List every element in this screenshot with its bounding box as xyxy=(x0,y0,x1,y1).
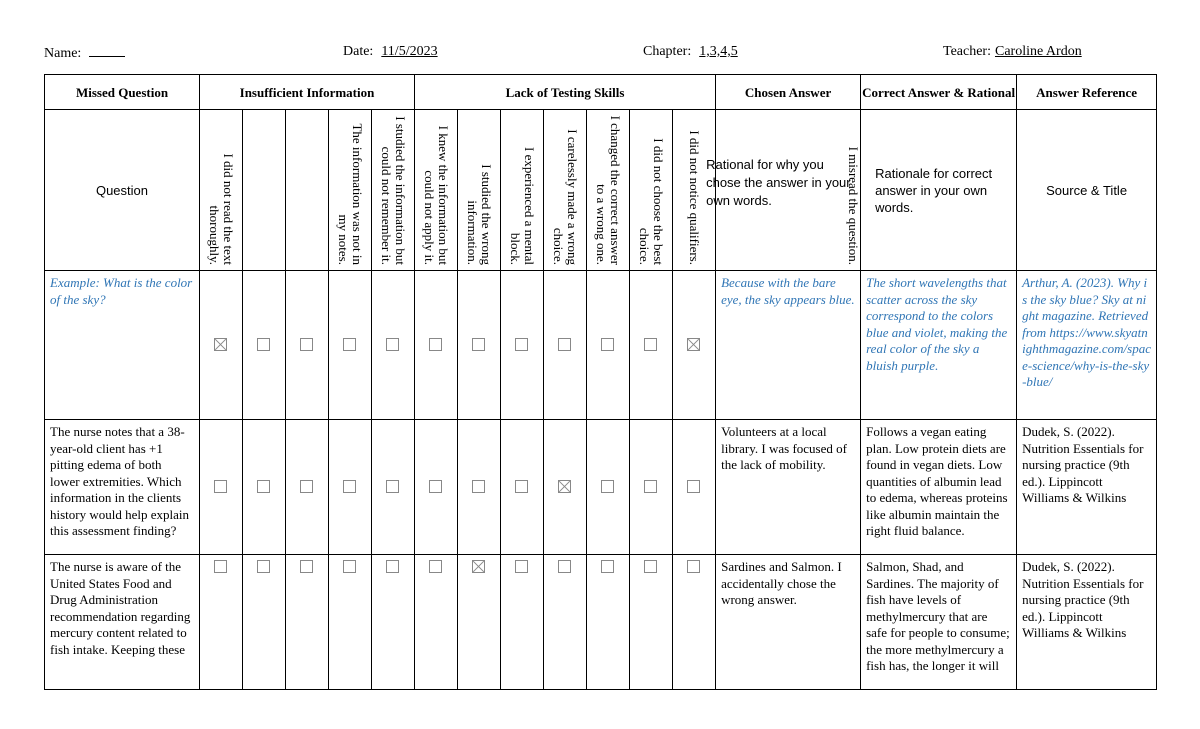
checkbox[interactable] xyxy=(343,338,356,351)
reason-label: I did not read the text thoroughly. xyxy=(207,153,236,265)
reason-label: I studied the information but could not remember it. xyxy=(379,116,408,265)
checkbox[interactable] xyxy=(214,480,227,493)
reason-cell xyxy=(458,110,501,271)
missed-question-header: Missed Question xyxy=(45,75,200,110)
chosen-answer-cell: Because with the bare eye, the sky appears blue. xyxy=(716,271,861,420)
chosen-answer-cell: Sardines and Salmon. I accidentally chose the wrong answer. xyxy=(716,555,861,690)
lack-of-testing-skills-header: Lack of Testing Skills xyxy=(415,75,716,110)
reason-cell xyxy=(501,110,544,271)
date-label: Date: xyxy=(343,44,374,59)
reason-label: I did not choose the best choice. xyxy=(637,138,666,265)
question-cell xyxy=(45,555,200,690)
checkbox[interactable] xyxy=(472,480,485,493)
correct-answer-cell: The short wavelengths that scatter across the sky correspond to the colors blue and violet, making the real color of the sky a bluish purple. xyxy=(861,271,1017,420)
checkbox[interactable] xyxy=(644,480,657,493)
name-blank[interactable] xyxy=(89,44,125,57)
chosen-answer-header: Chosen Answer xyxy=(716,75,861,110)
table-row xyxy=(45,420,1157,555)
checkbox[interactable] xyxy=(257,480,270,493)
correct-answer-hint: Rationale for correct answer in your own words. xyxy=(861,110,1017,271)
checkbox[interactable] xyxy=(429,338,442,351)
checkbox[interactable] xyxy=(257,338,270,351)
reason-label: The information was not in my notes. xyxy=(336,123,365,265)
checkbox[interactable] xyxy=(515,338,528,351)
checkbox[interactable] xyxy=(687,480,700,493)
reason-label: I carelessly made a wrong choice. xyxy=(551,129,580,265)
teacher-value: Caroline Ardon xyxy=(994,44,1082,59)
checkbox[interactable] xyxy=(214,560,227,573)
correct-answer-text: Salmon, Shad, and Sardines. The majority of fish have levels of methylmercury that are safe for people to consume; the more methylmercury a fish has, the longer it will xyxy=(866,559,1010,673)
chosen-hint-cell xyxy=(706,110,861,271)
name-field xyxy=(44,44,125,62)
checkbox[interactable] xyxy=(644,338,657,351)
checkbox[interactable] xyxy=(386,338,399,351)
reference-cell: Dudek, S. (2022). Nutrition Essentials for nursing practice (9th ed.). Lippincott Williams & Wilkins xyxy=(1017,420,1157,555)
checkbox[interactable] xyxy=(300,560,313,573)
checkbox[interactable] xyxy=(343,560,356,573)
reason-cell xyxy=(372,110,415,271)
checkbox[interactable] xyxy=(429,560,442,573)
date-field xyxy=(343,44,438,60)
name-label: Name: xyxy=(44,46,82,61)
reason-label: I changed the correct answer to a wrong one. xyxy=(594,115,623,265)
checkbox[interactable] xyxy=(601,480,614,493)
checkbox[interactable] xyxy=(429,480,442,493)
answer-reference-header: Answer Reference xyxy=(1017,75,1157,110)
reference-hint: Source & Title xyxy=(1017,110,1157,271)
checkbox[interactable] xyxy=(558,560,571,573)
reason-label: I did not notice qualifiers. xyxy=(687,130,703,265)
checkbox[interactable] xyxy=(687,338,700,351)
question-cell: The nurse notes that a 38-year-old client has +1 pitting edema of both lower extremities. Which information in the clients history would help explain this assessment finding? xyxy=(45,420,200,555)
reason-cell xyxy=(544,110,587,271)
question-subheader: Question xyxy=(45,110,200,271)
header-row xyxy=(45,75,1157,110)
checkbox[interactable] xyxy=(644,560,657,573)
chapter-field xyxy=(643,44,738,60)
checkbox[interactable] xyxy=(472,338,485,351)
correct-answer-header: Correct Answer & Rational xyxy=(861,75,1017,110)
date-value: 11/5/2023 xyxy=(381,44,438,59)
checkbox[interactable] xyxy=(515,480,528,493)
teacher-label: Teacher: xyxy=(943,44,991,59)
checkbox[interactable] xyxy=(257,560,270,573)
table-row xyxy=(45,555,1157,690)
checkbox[interactable] xyxy=(687,560,700,573)
checkbox[interactable] xyxy=(300,338,313,351)
reason-label: I misread the question. xyxy=(845,146,861,265)
chapter-label: Chapter: xyxy=(643,44,692,59)
reference-cell: Dudek, S. (2022). Nutrition Essentials for nursing practice (9th ed.). Lippincott Williams & Wilkins xyxy=(1017,555,1157,690)
reason-cell xyxy=(587,110,630,271)
chosen-answer-hint: Rational for why you chose the answer in your own words. xyxy=(706,157,851,208)
chosen-answer-cell: Volunteers at a local library. I was focused of the lack of mobility. xyxy=(716,420,861,555)
checkbox[interactable] xyxy=(343,480,356,493)
table-row xyxy=(45,271,1157,420)
checkbox[interactable] xyxy=(601,338,614,351)
correct-answer-cell: Follows a vegan eating plan. Low protein diets are found in vegan diets. Low quantities of albumin lead to edema, whereas proteins like albumin maintain the right fluid balance. xyxy=(861,420,1017,555)
checkbox[interactable] xyxy=(601,560,614,573)
reason-cell xyxy=(286,110,329,271)
checkbox[interactable] xyxy=(472,560,485,573)
chapter-value: 1,3,4,5 xyxy=(699,44,738,59)
checkbox[interactable] xyxy=(515,560,528,573)
reason-label: I studied the wrong information. xyxy=(465,164,494,265)
subheader-row xyxy=(45,110,1157,271)
checkbox[interactable] xyxy=(558,338,571,351)
teacher-field xyxy=(943,44,1082,60)
question-text: The nurse is aware of the United States Food and Drug Administration recommendation regarding mercury content related to fish intake. Keeping these xyxy=(50,559,191,657)
checkbox[interactable] xyxy=(386,480,399,493)
reason-label: I knew the information but could not apply it. xyxy=(422,125,451,265)
reason-cell xyxy=(329,110,372,271)
missed-question-table xyxy=(44,74,1157,690)
reason-cell xyxy=(243,110,286,271)
checkbox[interactable] xyxy=(300,480,313,493)
insufficient-information-header: Insufficient Information xyxy=(200,75,415,110)
checkbox[interactable] xyxy=(558,480,571,493)
checkbox[interactable] xyxy=(214,338,227,351)
reason-cell xyxy=(630,110,673,271)
reason-cell xyxy=(200,110,243,271)
checkbox[interactable] xyxy=(386,560,399,573)
correct-answer-cell xyxy=(861,555,1017,690)
question-cell: Example: What is the color of the sky? xyxy=(45,271,200,420)
reason-label: I experienced a mental block. xyxy=(508,146,537,265)
reason-cell xyxy=(415,110,458,271)
reference-cell: Arthur, A. (2023). Why is the sky blue? Sky at night magazine. Retrieved from https://www.skyatnighthmagazine.com/space-science/why-is-the-sky-blue/ xyxy=(1017,271,1157,420)
